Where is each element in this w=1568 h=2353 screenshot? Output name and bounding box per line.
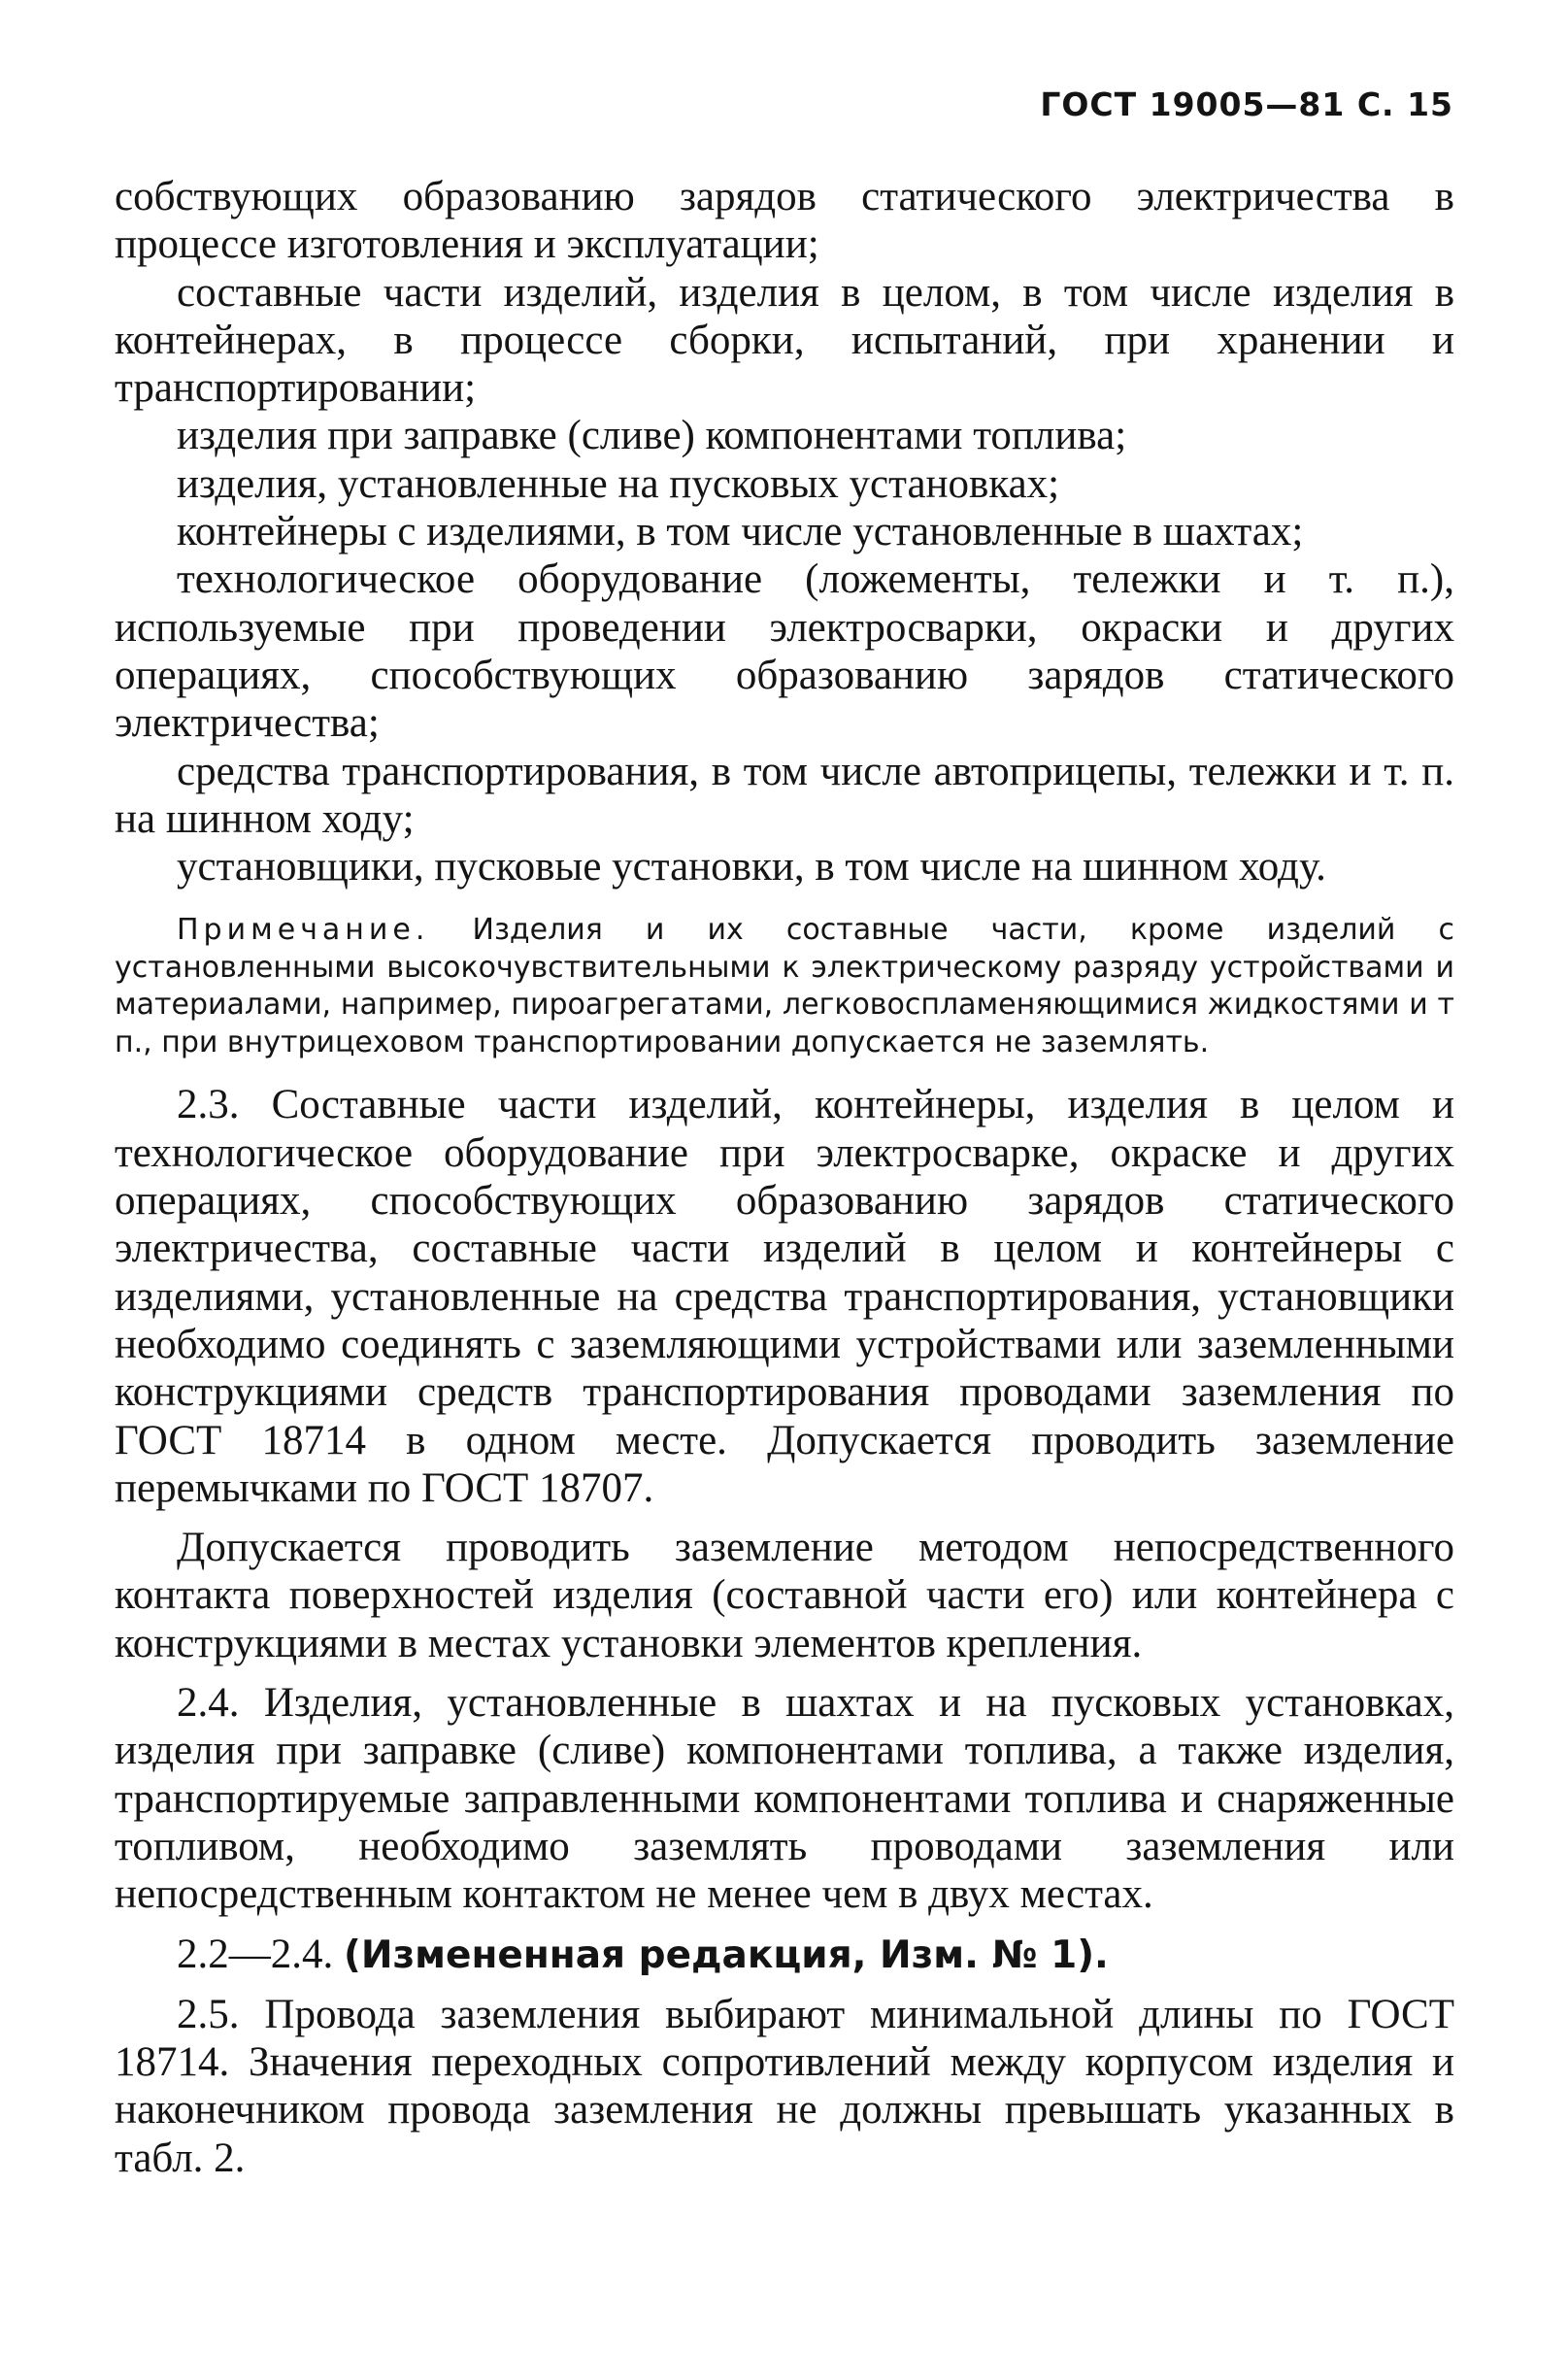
document-body [115,173,1454,2182]
paragraph-continuation: собствующих образованию зарядов статического электричества в процессе изготовления и эксплуатации; [115,174,1454,268]
note-block [115,912,1454,1061]
section-2-5: 2.5. Провода заземления выбирают минимальной длины по ГОСТ 18714. Значения переходных сопротивлений между корпусом изделия и наконечником провода заземления не должны превышать указанных в табл. 2. [115,1991,1454,2181]
section-2-3: 2.3. Составные части изделий, контейнеры, изделия в целом и технологическое оборудование при электросварке, окраске и других операциях, способствующих образованию зарядов статического электричества, составные части изделий в целом и контейнеры с изделиями, установленные на средства транспортирования, установщики необходимо соединять с заземляющими устройствами или заземленными конструкциями средств транспортирования проводами заземления по ГОСТ 18714 в одном месте. Допускается проводить заземление перемычками по ГОСТ 18707. [115,1082,1454,1511]
list-item-transport: средства транспортирования, в том числе автоприцепы, тележки и т. п. на шинном ходу; [115,748,1454,842]
list-item-parts: составные части изделий, изделия в целом, в том числе изделия в контейнерах, в процессе сборки, испытаний, при хранении и транспортировании; [115,269,1454,412]
list-item-equipment: технологическое оборудование (ложементы, тележки и т. п.), используемые при проведении электросварки, окраски и других операциях, способствующих образованию зарядов статического электричества; [115,556,1454,747]
list-item-refuelling: изделия при заправке (сливе) компонентами топлива; [177,413,1127,459]
edition-note [115,1931,1454,1979]
edition-text: (Измененная редакция, Изм. № 1). [344,1933,1109,1977]
section-2-4: 2.4. Изделия, установленные в шахтах и на пусковых установках, изделия при заправке (сливе) компонентами топлива, а также изделия, транспортируемые заправленными компонентами топлива и снаряженные топливом, необходимо заземлять проводами заземления или непосредственным контактом не менее чем в двух местах. [115,1680,1454,1918]
note-label: Примечание. [177,913,430,948]
running-header: ГОСТ 19005—81 С. 15 [1040,85,1453,123]
list-item-installers: установщики, пусковые установки, в том числе на шинном ходу. [177,844,1326,891]
list-item-launchers: изделия, установленные на пусковых установках; [177,460,1060,507]
edition-ref: 2.2—2.4. [177,1931,334,1977]
list-item-containers: контейнеры с изделиями, в том числе установленные в шахтах; [177,509,1304,555]
note-text: Изделия и их составные части, кроме изделий с установленными высокочувствительными к электрическому разряду устройствами и материалами, например, пироагрегатами, легковоспламеняющимися жидкостями и т п., при внутрицеховом транспортировании допускается не заземлять. [115,913,1454,1059]
section-2-3-continued: Допускается проводить заземление методом непосредственного контакта поверхностей изделия (составной части его) или контейнера с конструкциями в местах установки элементов крепления. [115,1525,1454,1666]
